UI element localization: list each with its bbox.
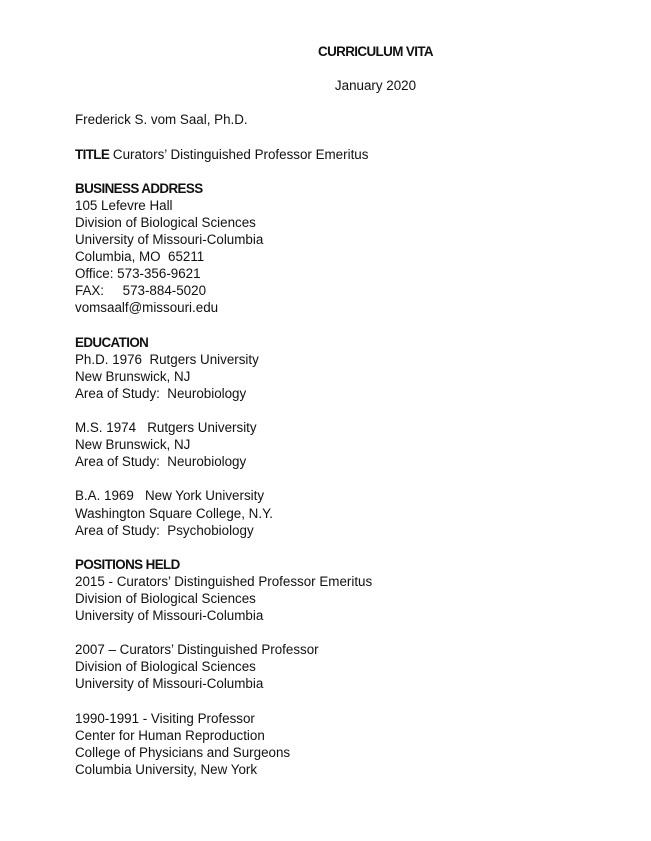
positions-section xyxy=(75,556,595,778)
address-line: University of Missouri-Columbia xyxy=(75,232,264,248)
position-line: Division of Biological Sciences xyxy=(75,659,256,675)
education-location: New Brunswick, NJ xyxy=(75,437,191,453)
education-area: Area of Study: Neurobiology xyxy=(75,385,247,401)
section-heading: POSITIONS HELD xyxy=(75,556,180,572)
document-page xyxy=(75,43,595,778)
position-line: Center for Human Reproduction xyxy=(75,727,265,743)
position-line: University of Missouri-Columbia xyxy=(75,608,264,624)
position-line: College of Physicians and Surgeons xyxy=(75,744,291,760)
fax-number: FAX: 573-884-5020 xyxy=(75,283,207,299)
position-title: 1990-1991 - Visiting Professor xyxy=(75,710,255,726)
address-line: Division of Biological Sciences xyxy=(75,214,256,230)
section-heading: BUSINESS ADDRESS xyxy=(75,180,203,196)
education-location: New Brunswick, NJ xyxy=(75,368,191,384)
title-value: Curators’ Distinguished Professor Emeritus xyxy=(109,146,369,162)
section-heading: EDUCATION xyxy=(75,334,149,350)
education-section xyxy=(75,334,595,539)
position-line: Columbia University, New York xyxy=(75,761,258,777)
education-area: Area of Study: Neurobiology xyxy=(75,454,247,470)
business-address-section xyxy=(75,180,595,317)
position-title: 2007 – Curators’ Distinguished Professor xyxy=(75,642,319,658)
document-title: CURRICULUM VITA xyxy=(318,44,433,59)
education-degree: M.S. 1974 Rutgers University xyxy=(75,420,257,436)
title-line xyxy=(75,146,595,163)
office-phone: Office: 573-356-9621 xyxy=(75,266,201,282)
position-line: University of Missouri-Columbia xyxy=(75,676,264,692)
document-date: January 2020 xyxy=(334,78,417,94)
position-line: Division of Biological Sciences xyxy=(75,591,256,606)
title-label: TITLE xyxy=(75,146,110,162)
education-area: Area of Study: Psychobiology xyxy=(75,522,254,538)
position-title: 2015 - Curators’ Distinguished Professor Emeritus xyxy=(75,573,373,589)
address-line: 105 Lefevre Hall xyxy=(75,197,173,213)
address-line: Columbia, MO 65211 xyxy=(75,249,205,265)
email: vomsaalf@missouri.edu xyxy=(75,300,219,316)
education-location: Washington Square College, N.Y. xyxy=(75,505,274,521)
education-degree: B.A. 1969 New York University xyxy=(75,488,265,504)
education-degree: Ph.D. 1976 Rutgers University xyxy=(75,351,259,367)
person-name: Frederick S. vom Saal, Ph.D. xyxy=(75,112,248,128)
